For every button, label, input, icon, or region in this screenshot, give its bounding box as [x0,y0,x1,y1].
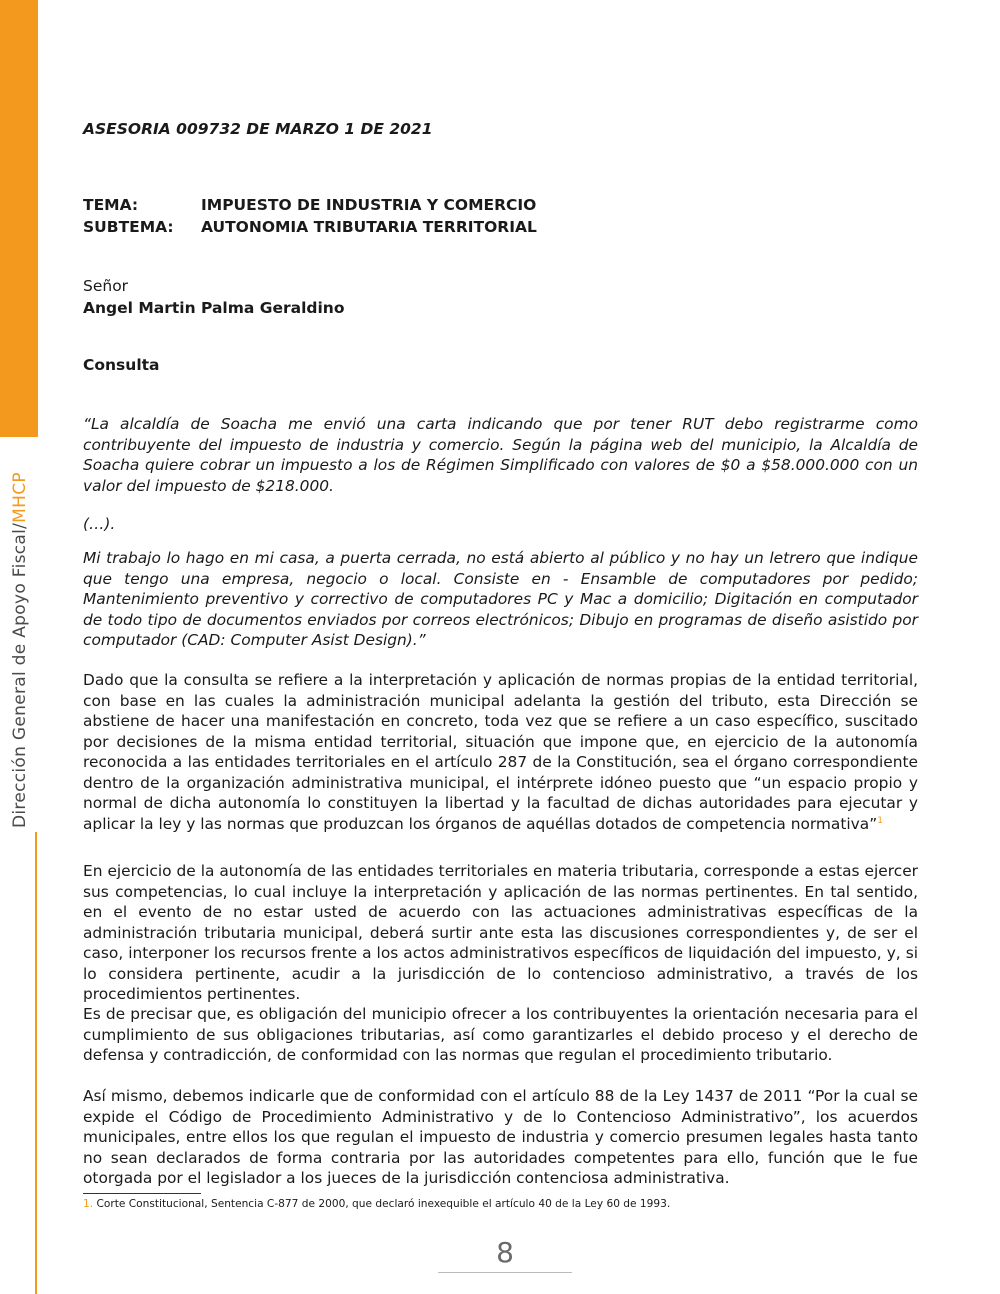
quote-paragraph-3: Mi trabajo lo hago en mi casa, a puerta cerrada, no está abierto al público y no hay un letrero que indique que tengo una empresa, negocio o local. Consiste en - Ensamble de computadores por pedido; Mantenimiento preventivo y correctivo de computadores PC y Mac a domicilio; Digitación en computador de todo tipo de documentos enviados por correos electrónicos; Dibujo en programas de diseño asistido por computador (CAD: Computer Asist Design).” [83,549,918,649]
topic-block [83,194,537,238]
body-paragraph-4: Así mismo, debemos indicarle que de conformidad con el artículo 88 de la Ley 1437 de 2011 “Por la cual se expide el Código de Procedimiento Administrativo y de lo Contencioso Administrativo”, los acuerdos municipales, entre ellos los que regulan el impuesto de industria y comercio presumen legales hasta tanto no sean declarados de forma contraria por las autoridades competentes para ello, función que le fue otorgada por el legislador a los jueces de la jurisdicción contenciosa administrativa. [83,1087,918,1187]
subtema-row [83,216,537,238]
sidebar-label [10,472,30,828]
quote-paragraph-1: “La alcaldía de Soacha me envió una carta indicando que por tener RUT debo registrarme como contribuyente del impuesto de industria y comercio. Según la página web del municipio, la Alcaldía de Soacha quiere cobrar un impuesto a los de Régimen Simplificado con valores de $0 a $58.000.000 con un valor del impuesto de $218.000. [83,415,918,495]
footnote-number: 1. [83,1198,94,1210]
consulta-heading: Consulta [83,356,160,374]
page-number-rule [438,1272,572,1273]
page-number: 8 [496,1236,514,1269]
tema-label: TEMA: [83,196,139,214]
tema-row [83,194,537,216]
body-paragraph-1-text: Dado que la consulta se refiere a la interpretación y aplicación de normas propias de la entidad territorial, con base en las cuales la administración municipal adelanta la gestión del tributo, esta Dirección se abstiene de hacer una manifestación en concreto, toda vez que se refiere a un caso específico, suscitado por decisiones de la misma entidad territorial, situación que impone que, en ejercicio de la autonomía reconocida a las entidades territoriales en el artículo 287 de la Constitución, sea el órgano correspondiente dentro de la organización administrativa municipal, el intérprete idóneo puesto que “un espacio propio y normal de dicha autonomía lo constituyen la libertad y la facultad de dichas autoridades para ejecutar y aplicar la ley y las normas que produzcan los órganos de aquéllas dotados de competencia normativa” [83,671,918,833]
subtema-label: SUBTEMA: [83,218,174,236]
sidebar-label-accent: MHCP [10,472,30,523]
sidebar-rule [35,832,37,1294]
footnote-ref[interactable]: 1 [877,815,883,826]
addressee-name: Angel Martin Palma Geraldino [83,299,345,317]
body-paragraph-2: En ejercicio de la autonomía de las entidades territoriales en materia tributaria, corresponde a estas ejercer sus competencias, lo cual incluye la interpretación y aplicación de las normas pertinentes. En tal sentido, en el evento de no estar usted de acuerdo con las actuaciones administrativas específicas de la administración tributaria municipal, deberá surtir ante esta las discusiones correspondientes y, de ser el caso, interponer los recursos frente a los actos administrativos específicos de liquidación del impuesto, y, si lo considera pertinente, acudir a la jurisdicción de lo contencioso administrativo, a través de los procedimientos pertinentes. [83,862,918,1003]
footnote-divider [83,1193,201,1194]
subtema-value: AUTONOMIA TRIBUTARIA TERRITORIAL [201,218,537,236]
quote-paragraph-2: (…). [83,515,116,533]
sidebar-label-main: Dirección General de Apoyo Fiscal/ [10,522,30,828]
salutation: Señor [83,277,129,295]
document-title: ASESORIA 009732 DE MARZO 1 DE 2021 [83,120,433,138]
sidebar-accent-bar [0,0,38,437]
body-paragraph-3: Es de precisar que, es obligación del municipio ofrecer a los contribuyentes la orientación necesaria para el cumplimiento de sus obligaciones tributarias, así como garantizarles el debido proceso y el derecho de defensa y contradicción, de conformidad con las normas que regulan el procedimiento tributario. [83,1005,918,1064]
body-paragraph-1 [83,670,918,834]
footnote [83,1197,670,1211]
tema-value: IMPUESTO DE INDUSTRIA Y COMERCIO [201,196,537,214]
footnote-text: Corte Constitucional, Sentencia C-877 de 2000, que declaró inexequible el artículo 40 de la Ley 60 de 1993. [96,1198,671,1210]
